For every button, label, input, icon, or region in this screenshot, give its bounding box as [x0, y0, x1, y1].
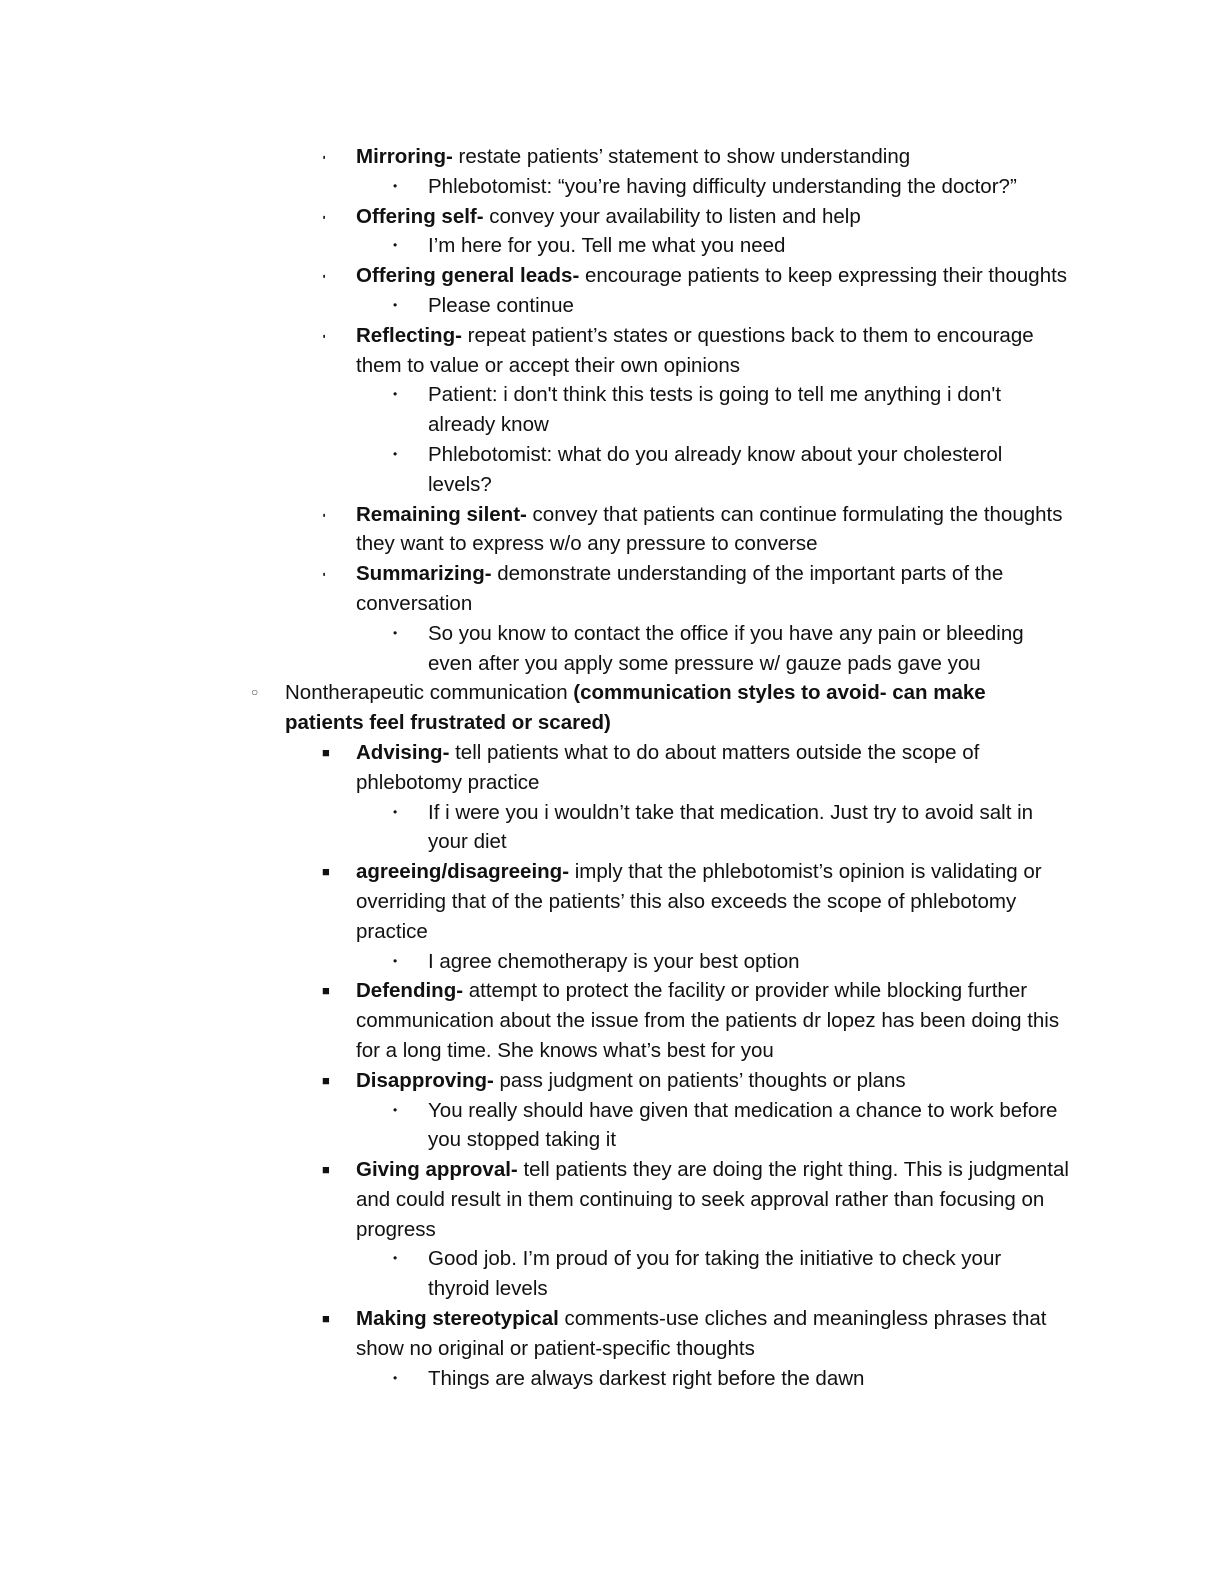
item-text: attempt to protect the facility or provider while blocking further communication about the issue from the patients dr lopez has been doing this for a long time. She knows what’s best for you: [356, 979, 1060, 1062]
item-term: Disapproving-: [356, 1068, 494, 1092]
item-text: restate patients’ statement to show understanding: [452, 145, 911, 168]
bullet-square-icon: ▪: [322, 209, 326, 224]
bullet-square-icon: ■: [322, 1072, 330, 1088]
item-lead-text: Nontherapeutic communication: [285, 681, 574, 705]
item-term: (communication styles to avoid- can make patients feel frustrated or scared): [285, 681, 986, 735]
bullet-dot-icon: •: [393, 297, 398, 312]
item-term: agreeing/disagreeing-: [356, 860, 570, 884]
list-item: [0, 291, 1068, 321]
list-item: [0, 1155, 1072, 1244]
item-term: Defending-: [356, 979, 464, 1003]
item-text: convey that patients can continue formulating the thoughts they want to express w/o any pressure to converse: [356, 502, 1063, 556]
bullet-dot-icon: •: [393, 953, 398, 968]
list-item: [0, 947, 1068, 977]
list-item: [0, 321, 1072, 381]
list-item: [0, 678, 1045, 738]
list-item: [0, 798, 1068, 858]
list-item: [0, 231, 1068, 261]
list-item: [0, 857, 1072, 946]
bullet-dot-icon: •: [393, 178, 398, 193]
item-term: Offering general leads-: [356, 264, 580, 288]
list-item: [0, 738, 1072, 798]
list-item: [0, 380, 1068, 440]
item-text: Good job. I’m proud of you for taking the initiative to check your thyroid levels: [428, 1247, 1002, 1301]
bullet-dot-icon: •: [393, 804, 398, 819]
item-text: So you know to contact the office if you have any pain or bleeding even after you apply some pressure w/ gauze pads gave you: [428, 621, 1024, 675]
item-text: Please continue: [428, 293, 574, 317]
list-item: [0, 1244, 1068, 1304]
item-term: Summarizing-: [356, 562, 492, 586]
item-text: demonstrate understanding of the important parts of the conversation: [356, 562, 1004, 615]
item-text: pass judgment on patients’ thoughts or plans: [493, 1068, 906, 1092]
item-text: tell patients they are doing the right thing. This is judgmental and could result in them continuing to seek approval rather than focusing on progress: [356, 1158, 1069, 1241]
bullet-square-icon: ■: [322, 1311, 330, 1327]
bullet-square-icon: ▪: [322, 328, 326, 343]
list-item: [0, 559, 1072, 619]
item-text: comments-use cliches and meaningless phrases that show no original or patient-specific thoughts: [356, 1307, 1047, 1360]
list-item: [0, 142, 1072, 172]
list-item: [0, 261, 1072, 291]
item-term: Offering self-: [356, 204, 484, 228]
bullet-dot-icon: •: [393, 1370, 398, 1385]
bullet-square-icon: ▪: [322, 507, 326, 522]
item-term: Reflecting-: [356, 323, 462, 347]
list-item: [0, 1096, 1068, 1156]
bullet-square-icon: ▪: [322, 269, 326, 284]
item-text: Things are always darkest right before the dawn: [428, 1366, 865, 1390]
item-text: imply that the phlebotomist’s opinion is validating or overriding that of the patients’ this also exceeds the scope of phlebotomy practice: [356, 860, 1042, 943]
bullet-dot-icon: •: [393, 1102, 398, 1117]
bullet-square-icon: ▪: [322, 567, 326, 582]
item-term: Mirroring-: [356, 145, 453, 168]
list-item: [0, 1066, 1072, 1096]
bullet-square-icon: ▪: [322, 150, 326, 164]
bullet-square-icon: ■: [322, 1162, 330, 1178]
item-text: encourage patients to keep expressing their thoughts: [579, 264, 1068, 288]
bullet-dot-icon: •: [393, 238, 398, 253]
bullet-dot-icon: •: [393, 625, 398, 640]
list-item: [0, 500, 1072, 560]
bullet-dot-icon: •: [393, 387, 398, 402]
item-term: Giving approval-: [356, 1158, 518, 1182]
bullet-square-icon: ■: [322, 864, 330, 880]
item-text: convey your availability to listen and help: [483, 204, 861, 228]
bullet-square-icon: ■: [322, 744, 330, 760]
item-text: Phlebotomist: what do you already know about your cholesterol levels?: [428, 442, 1003, 496]
bullet-dot-icon: •: [393, 446, 398, 461]
item-text: repeat patient’s states or questions back to them to encourage them to value or accept their own opinions: [356, 323, 1034, 377]
item-term: Advising-: [356, 740, 450, 764]
list-item: [0, 202, 1072, 232]
list-item: [0, 1364, 1068, 1394]
list-item: [0, 1304, 1072, 1364]
list-item: [0, 172, 1068, 202]
item-term: Making stereotypical: [356, 1307, 559, 1331]
item-text: Phlebotomist: “you’re having difficulty understanding the doctor?”: [428, 174, 1017, 198]
item-text: If i were you i wouldn’t take that medication. Just try to avoid salt in your diet: [428, 800, 1034, 854]
item-text: Patient: i don't think this tests is going to tell me anything i don't already know: [428, 383, 1002, 437]
bullet-circle-icon: ○: [251, 685, 259, 700]
list-item: [0, 976, 1072, 1065]
item-term: Remaining silent-: [356, 502, 527, 526]
list-item: [0, 619, 1068, 679]
document-page: [0, 142, 1224, 1393]
item-text: I’m here for you. Tell me what you need: [428, 234, 786, 258]
item-text: I agree chemotherapy is your best option: [428, 949, 800, 973]
list-item: [0, 440, 1068, 500]
bullet-dot-icon: •: [393, 1251, 398, 1266]
item-text: tell patients what to do about matters outside the scope of phlebotomy practice: [356, 740, 980, 794]
bullet-square-icon: ■: [322, 983, 330, 999]
item-text: You really should have given that medication a chance to work before you stopped taking it: [428, 1098, 1058, 1152]
